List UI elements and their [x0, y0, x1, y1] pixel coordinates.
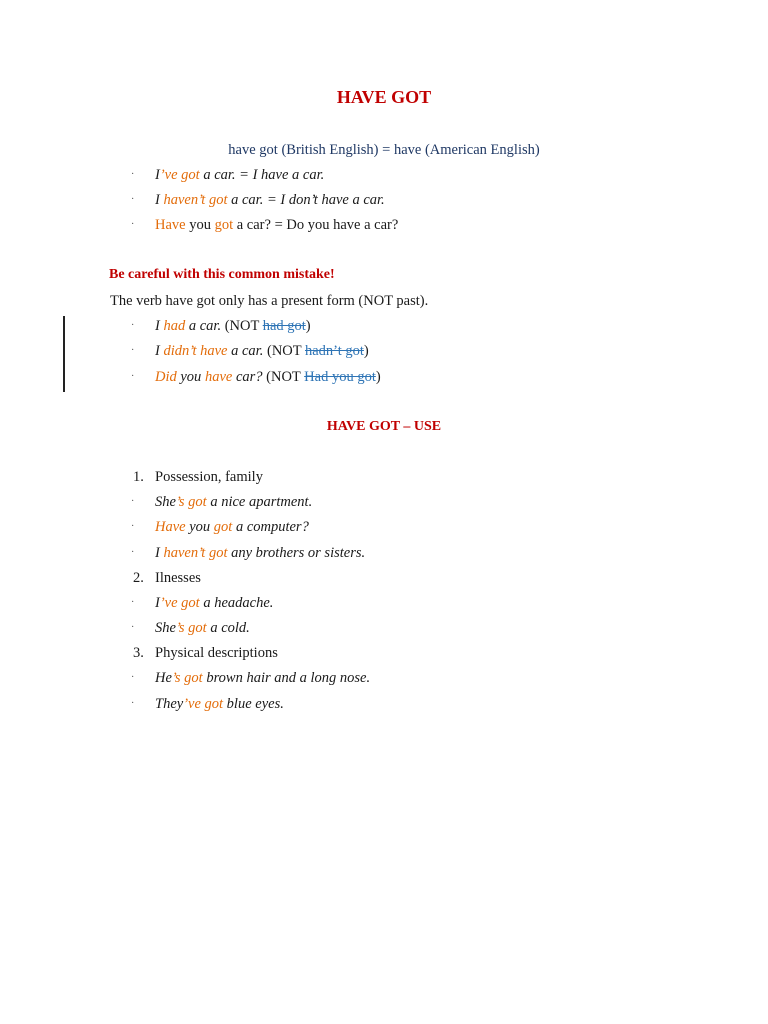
bullet-marker: ·	[131, 194, 135, 205]
bullet-marker: ·	[131, 547, 135, 558]
warning-text: The verb have got only has a present form (NOT past).	[110, 293, 429, 309]
use-example: She’s got a nice apartment.	[155, 494, 313, 510]
bullet-marker: ·	[131, 698, 135, 709]
strikethrough-text: hadn’t got	[304, 343, 364, 359]
page-title: HAVE GOT	[336, 87, 432, 107]
use-example: They’ve got blue eyes.	[155, 696, 284, 712]
bullet-marker: ·	[131, 345, 135, 356]
change-bar	[63, 316, 65, 392]
list-number: 3.	[133, 645, 144, 661]
strikethrough-text: had got	[262, 318, 306, 334]
bullet-marker: ·	[131, 496, 135, 507]
mistake-example-3: Did you have car? (NOT Had you got)	[155, 369, 381, 385]
use-category-3: Physical descriptions	[155, 645, 278, 661]
use-example: I’ve got a headache.	[155, 595, 274, 611]
warning-heading: Be careful with this common mistake!	[109, 267, 335, 282]
bullet-marker: ·	[131, 672, 135, 683]
bullet-marker: ·	[131, 597, 135, 608]
intro-example-2: I haven’t got a car. = I don’t have a car.	[155, 192, 385, 208]
bullet-marker: ·	[131, 521, 135, 532]
bullet-marker: ·	[131, 371, 135, 382]
mistake-example-1: I had a car. (NOT had got)	[155, 318, 311, 334]
use-heading: HAVE GOT – USE	[326, 419, 442, 434]
bullet-marker: ·	[131, 169, 135, 180]
use-category-1: Possession, family	[155, 469, 263, 485]
bullet-marker: ·	[131, 622, 135, 633]
mistake-example-2: I didn’t have a car. (NOT hadn’t got)	[155, 343, 369, 359]
use-example: Have you got a computer?	[155, 519, 309, 535]
use-example: He’s got brown hair and a long nose.	[155, 670, 371, 686]
intro-example-3: Have you got a car? = Do you have a car?	[155, 217, 399, 233]
use-example: She’s got a cold.	[155, 620, 250, 636]
list-number: 2.	[133, 570, 144, 586]
strikethrough-text: Had you got	[304, 369, 376, 385]
use-category-2: Ilnesses	[155, 570, 201, 586]
bullet-marker: ·	[131, 219, 135, 230]
bullet-marker: ·	[131, 320, 135, 331]
list-number: 1.	[133, 469, 144, 485]
use-example: I haven’t got any brothers or sisters.	[155, 545, 366, 561]
intro-example-1: I’ve got a car. = I have a car.	[155, 167, 325, 183]
subtitle: have got (British English) = have (American English)	[228, 142, 540, 158]
